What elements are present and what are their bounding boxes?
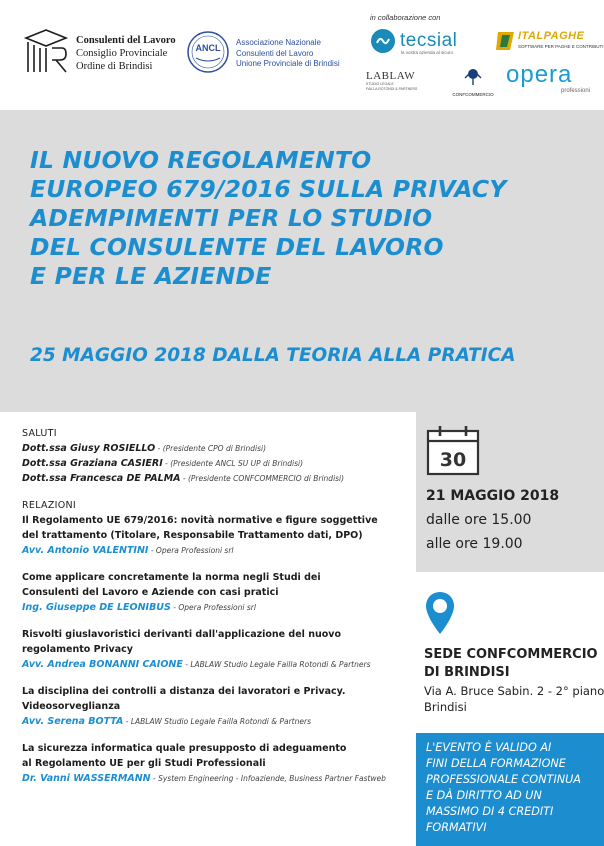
talk-speaker: [22, 714, 412, 729]
cdl-line-3: Ordine di Brindisi: [76, 61, 153, 72]
ancl-line-3: Unione Provinciale di Brindisi: [236, 59, 340, 68]
speaker-org: - LABLAW Studio Legale Failla Rotondi & Partners: [123, 717, 311, 726]
confcommercio-icon: [463, 66, 483, 86]
saluti-item: [22, 456, 412, 471]
confcommercio-logo: [446, 66, 500, 96]
venue-name: [424, 646, 602, 682]
cdl-line-2: Consiglio Provinciale: [76, 48, 168, 59]
saluti-name: Dott.ssa Francesca DE PALMA: [22, 473, 181, 484]
opera-name: opera: [506, 61, 573, 88]
credits-line-1: L'EVENTO È VALIDO AI: [426, 741, 552, 754]
address-line-2: Brindisi: [424, 700, 467, 714]
speaker-name: Ing. Giuseppe DE LEONIBUS: [22, 602, 171, 613]
opera-logo: [506, 62, 600, 98]
saluti-item: [22, 441, 412, 456]
venue-address: [424, 683, 604, 715]
italpaghe-icon: [496, 30, 516, 52]
credits-line-3: PROFESSIONALE CONTINUA: [426, 773, 581, 786]
speaker-name: Avv. Serena BOTTA: [22, 716, 124, 727]
lablaw-tagline-2: FAILLA ROTONDI & PARTNERS: [366, 87, 418, 91]
confcommercio-name: CONFCOMMERCIO: [452, 92, 494, 97]
talk-speaker: [22, 771, 412, 786]
talk-title: Consulenti del Lavoro e Aziende con casi pratici: [22, 587, 279, 598]
lablaw-name: LABLAW: [366, 70, 416, 82]
talk-title: regolamento Privacy: [22, 644, 133, 655]
header: [0, 0, 604, 110]
event-time-to: alle ore 19.00: [426, 536, 523, 552]
subtitle: 25 MAGGIO 2018 DALLA TEORIA ALLA PRATICA: [30, 345, 516, 366]
credits-line-2: FINI DELLA FORMAZIONE: [426, 757, 566, 770]
venue-line-2: DI BRINDISI: [424, 665, 510, 680]
title-line-2: EUROPEO 679/2016 SULLA PRIVACY: [30, 175, 507, 203]
speaker-name: Avv. Andrea BONANNI CAIONE: [22, 659, 183, 670]
talk-item: [22, 741, 412, 786]
address-line-1: Via A. Bruce Sabin. 2 - 2° piano: [424, 684, 604, 698]
tecsial-name: tecsial: [400, 30, 458, 51]
title-line-1: IL NUOVO REGOLAMENTO: [30, 146, 372, 174]
calendar-icon: [426, 424, 480, 476]
collaboration-label: in collaborazione con: [370, 13, 441, 22]
saluti-role: - (Presidente ANCL SU UP di Brindisi): [162, 459, 304, 468]
speaker-org: - Opera Professioni srl: [170, 603, 256, 612]
talk-title: Risvolti giuslavoristici derivanti dall'applicazione del nuovo: [22, 629, 342, 640]
speaker-org: - Opera Professioni srl: [148, 546, 234, 555]
ancl-name: [236, 38, 340, 70]
italpaghe-tagline: SOFTWARE PER PAGHE E CONTRIBUTI: [518, 44, 604, 49]
talk-speaker: [22, 543, 412, 558]
ancl-line-2: Consulenti del Lavoro: [236, 48, 314, 58]
talk-item: [22, 684, 412, 729]
italpaghe-name: ITALPAGHE: [518, 30, 585, 42]
speaker-name: Avv. Antonio VALENTINI: [22, 545, 149, 556]
saluti-role: - (Presidente CPO di Brindisi): [155, 444, 267, 453]
talk-item: [22, 513, 412, 558]
speaker-org: - System Engineering - Infoaziende, Business Partner Fastweb: [150, 774, 386, 783]
event-date: 21 MAGGIO 2018: [426, 488, 560, 504]
talk-title: al Regolamento UE per gli Studi Professionali: [22, 758, 266, 769]
ancl-line-1: Associazione Nazionale: [236, 38, 321, 47]
speaker-org: - LABLAW Studio Legale Failla Rotondi & Partners: [182, 660, 371, 669]
cdl-name: [76, 34, 176, 73]
talk-item: [22, 570, 412, 615]
credits-line-4: E DÀ DIRITTO AD UN: [426, 789, 542, 802]
lablaw-logo: [366, 70, 444, 96]
calendar-day: 30: [439, 449, 467, 471]
italpaghe-logo: [496, 30, 604, 56]
talk-item: [22, 627, 412, 672]
ancl-badge: ANCL: [195, 43, 221, 53]
event-time-from: dalle ore 15.00: [426, 512, 532, 528]
saluti-heading: SALUTI: [22, 428, 57, 439]
talk-title: La disciplina dei controlli a distanza dei lavoratori e Privacy.: [22, 686, 346, 697]
talk-title: del trattamento (Titolare, Responsabile Trattamento dati, DPO): [22, 530, 363, 541]
cdl-logo-icon: [22, 28, 70, 76]
saluti-name: Dott.ssa Giusy ROSIELLO: [22, 443, 156, 454]
title-line-4: DEL CONSULENTE DEL LAVORO: [30, 233, 444, 261]
tecsial-tagline: la vostra azienda al sicuro: [401, 50, 454, 55]
program: [22, 428, 412, 786]
opera-tagline: professioni: [560, 88, 590, 94]
speaker-name: Dr. Vanni WASSERMANN: [22, 773, 151, 784]
main-title: [30, 146, 590, 291]
saluti-role: - (Presidente CONFCOMMERCIO di Brindisi): [180, 474, 345, 483]
talk-title: Come applicare concretamente la norma negli Studi dei: [22, 572, 321, 583]
talk-title: Il Regolamento UE 679/2016: novità normative e figure soggettive: [22, 515, 378, 526]
title-line-5: E PER LE AZIENDE: [30, 262, 272, 290]
relazioni-heading: RELAZIONI: [22, 500, 77, 511]
saluti-item: [22, 471, 412, 486]
cdl-line-1: Consulenti del Lavoro: [76, 35, 176, 46]
credits-text: [426, 740, 602, 836]
title-line-3: ADEMPIMENTI PER LO STUDIO: [30, 204, 433, 232]
credits-line-5: MASSIMO DI 4 CREDITI: [426, 805, 554, 818]
saluti-name: Dott.ssa Graziana CASIERI: [22, 458, 163, 469]
talk-speaker: [22, 657, 412, 672]
tecsial-logo: [370, 28, 490, 58]
talk-title: La sicurezza informatica quale presupposto di adeguamento: [22, 743, 347, 754]
venue-line-1: SEDE CONFCOMMERCIO: [424, 647, 598, 662]
talk-speaker: [22, 600, 412, 615]
ancl-logo-icon: [186, 30, 230, 74]
location-pin-icon: [424, 590, 456, 636]
talk-title: Videosorveglianza: [22, 701, 121, 712]
lablaw-tagline-1: STUDIO LEGALE: [366, 82, 394, 86]
tecsial-icon: [370, 28, 396, 54]
credits-line-6: FORMATIVI: [426, 821, 487, 834]
